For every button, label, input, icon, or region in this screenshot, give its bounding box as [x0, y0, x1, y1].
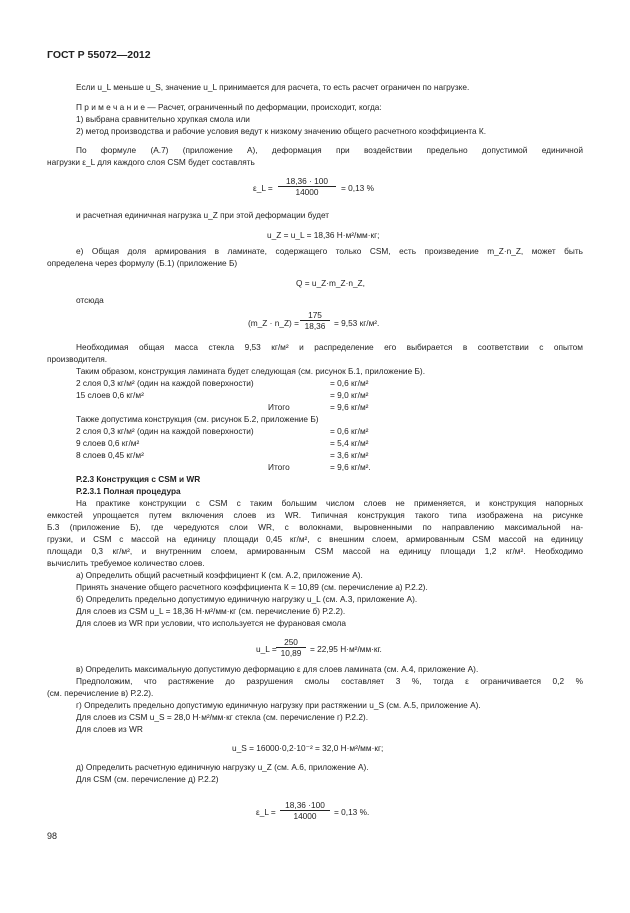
- text-line: Б.3 (приложение Б), где чередуются слои WR, с волокнами, выровненными по направлению максимальной на-: [47, 522, 583, 532]
- page-number: 98: [47, 831, 58, 841]
- subsection-heading: Р.2.3.1 Полная процедура: [76, 486, 181, 496]
- table-cell: 9 слоев 0,6 кг/м²: [76, 438, 140, 448]
- formula-fraction: [276, 637, 306, 658]
- table-cell: 2 слоя 0,3 кг/м² (один на каждой поверхности): [76, 378, 254, 388]
- text-line: Также допустима конструкция (см. рисунок Б.2, приложение Б): [76, 414, 319, 424]
- text-line: и расчетная единичная нагрузка u_Z при этой деформации будет: [76, 210, 330, 220]
- text-line: емкостей упрощается путем включения слоев из WR. Типичная конструкция такого типа изображена на рисунке: [47, 510, 583, 520]
- note-line: 1) выбрана сравнительно хрупкая смола или: [76, 114, 250, 124]
- table-cell: = 0,6 кг/м²: [330, 378, 369, 388]
- text-line: нагрузки ε_L для каждого слоя CSM будет составлять: [47, 157, 255, 167]
- text-line: вычислить требуемое количество слоев.: [47, 558, 205, 568]
- text-line: Таким образом, конструкция ламината будет следующая (см. рисунок Б.1, приложение Б).: [76, 366, 425, 376]
- text-line: а) Определить общий расчетный коэффициент К (см. А.2, приложение А).: [76, 570, 363, 580]
- text-line: е) Общая доля армирования в ламинате, содержащего только CSM, есть произведение m_Z·n_Z, может быть: [76, 246, 583, 256]
- table-cell: = 3,6 кг/м²: [330, 450, 369, 460]
- text-line: д) Определить расчетную единичную нагрузку u_Z (см. А.6, приложение А).: [76, 762, 369, 772]
- table-cell: = 5,4 кг/м²: [330, 438, 369, 448]
- text-line: отсюда: [76, 295, 104, 305]
- formula-6: u_S = 16000·0,2·10⁻² = 32,0 Н·м²/мм·кг;: [232, 743, 384, 753]
- text-line: Необходимая общая масса стекла 9,53 кг/м² и распределение его выбирается в соответствии с опытом: [76, 342, 583, 352]
- table-cell: 2 слоя 0,3 кг/м² (один на каждой поверхности): [76, 426, 254, 436]
- denominator: 10,89: [280, 648, 302, 658]
- numerator: 18,36 ·100: [280, 800, 330, 811]
- formula-fraction: [278, 176, 336, 197]
- text-line: Предположим, что растяжение до разрушения смолы составляет 3 %, тогда ε ограничивается 0,2 %: [76, 676, 583, 686]
- text-line: производителя.: [47, 354, 108, 364]
- formula-lhs: ε_L =: [256, 807, 276, 817]
- formula-rhs: = 9,53 кг/м².: [334, 318, 380, 328]
- text-line: Для слоев из WR: [76, 724, 143, 734]
- numerator: 18,36 · 100: [278, 176, 336, 187]
- formula-rhs: = 22,95 Н·м²/мм·кг.: [310, 644, 382, 654]
- note-line: 2) метод производства и рабочие условия ведут к низкому значению общего расчетного коэффициента К.: [76, 126, 487, 136]
- formula-lhs: u_L =: [256, 644, 277, 654]
- text-line: в) Определить максимальную допустимую деформацию ε для слоев ламината (см. А.4, приложение А).: [76, 664, 479, 674]
- numerator: 175: [300, 310, 330, 321]
- text-line: По формуле (А.7) (приложение А), деформация при воздействии предельно допустимой единичной: [76, 145, 583, 155]
- text-line: Принять значение общего расчетного коэффициента К = 10,89 (см. перечисление а) Р.2.2).: [76, 582, 428, 592]
- text-line: грузки, и CSM с массой на единицу площади 0,45 кг/м², с внешним слоем, армированным CSM массой на единицу: [47, 534, 583, 544]
- table-cell: 15 слоев 0,6 кг/м²: [76, 390, 144, 400]
- text-line: Для слоев из CSM u_S = 28,0 Н·м²/мм·кг стекла (см. перечисление г) Р.2.2).: [76, 712, 369, 722]
- formula-rhs: = 0,13 %.: [334, 807, 370, 817]
- table-cell: = 9,6 кг/м².: [330, 462, 371, 472]
- formula-fraction: [300, 310, 330, 331]
- section-heading: Р.2.3 Конструкция с CSM и WR: [76, 474, 201, 484]
- text-line: площади 0,3 кг/м², и внутренним слоем, армированным CSM массой на единицу площади 1,2 кг/м². Необходимо: [47, 546, 583, 556]
- formula-3: Q = u_Z·m_Z·n_Z,: [296, 278, 365, 288]
- table-cell: = 9,0 кг/м²: [330, 390, 369, 400]
- note-line: П р и м е ч а н и е — Расчет, ограниченный по деформации, происходит, когда:: [76, 102, 382, 112]
- formula-rhs: = 0,13 %: [341, 183, 374, 193]
- denominator: 14000: [295, 187, 319, 197]
- formula-lhs: ε_L =: [253, 183, 273, 193]
- denominator: 18,36: [304, 321, 326, 331]
- table-cell: = 9,6 кг/м²: [330, 402, 369, 412]
- text-line: Для CSM (см. перечисление д) Р.2.2): [76, 774, 219, 784]
- text-line: г) Определить предельно допустимую единичную нагрузку при растяжении u_S (см. А.5, приложение А).: [76, 700, 481, 710]
- text-line: На практике конструкции с CSM с таким большим числом слоев не применяется, и конструкция напорных: [76, 498, 583, 508]
- table-cell: 8 слоев 0,45 кг/м²: [76, 450, 144, 460]
- formula-fraction: [280, 800, 330, 821]
- text-line: Для слоев из CSM u_L = 18,36 Н·м²/мм·кг (см. перечисление б) Р.2.2).: [76, 606, 346, 616]
- text-line: определена через формулу (Б.1) (приложение Б): [47, 258, 238, 268]
- table-cell: Итого: [268, 402, 290, 412]
- numerator: 250: [276, 637, 306, 648]
- table-cell: Итого: [268, 462, 290, 472]
- formula-lhs: (m_Z · n_Z) =: [248, 318, 299, 328]
- text-line: (см. перечисление в) Р.2.2).: [47, 688, 154, 698]
- page-header: ГОСТ Р 55072—2012: [47, 49, 151, 61]
- table-cell: = 0,6 кг/м²: [330, 426, 369, 436]
- text-line: Если u_L меньше u_S, значение u_L принимается для расчета, то есть расчет ограничен по нагрузке.: [76, 82, 470, 92]
- denominator: 14000: [293, 811, 317, 821]
- text-line: б) Определить предельно допустимую единичную нагрузку u_L (см. А.3, приложение А).: [76, 594, 418, 604]
- formula-2: u_Z = u_L = 18,36 Н·м²/мм·кг;: [267, 230, 380, 240]
- text-line: Для слоев из WR при условии, что используется не фурановая смола: [76, 618, 347, 628]
